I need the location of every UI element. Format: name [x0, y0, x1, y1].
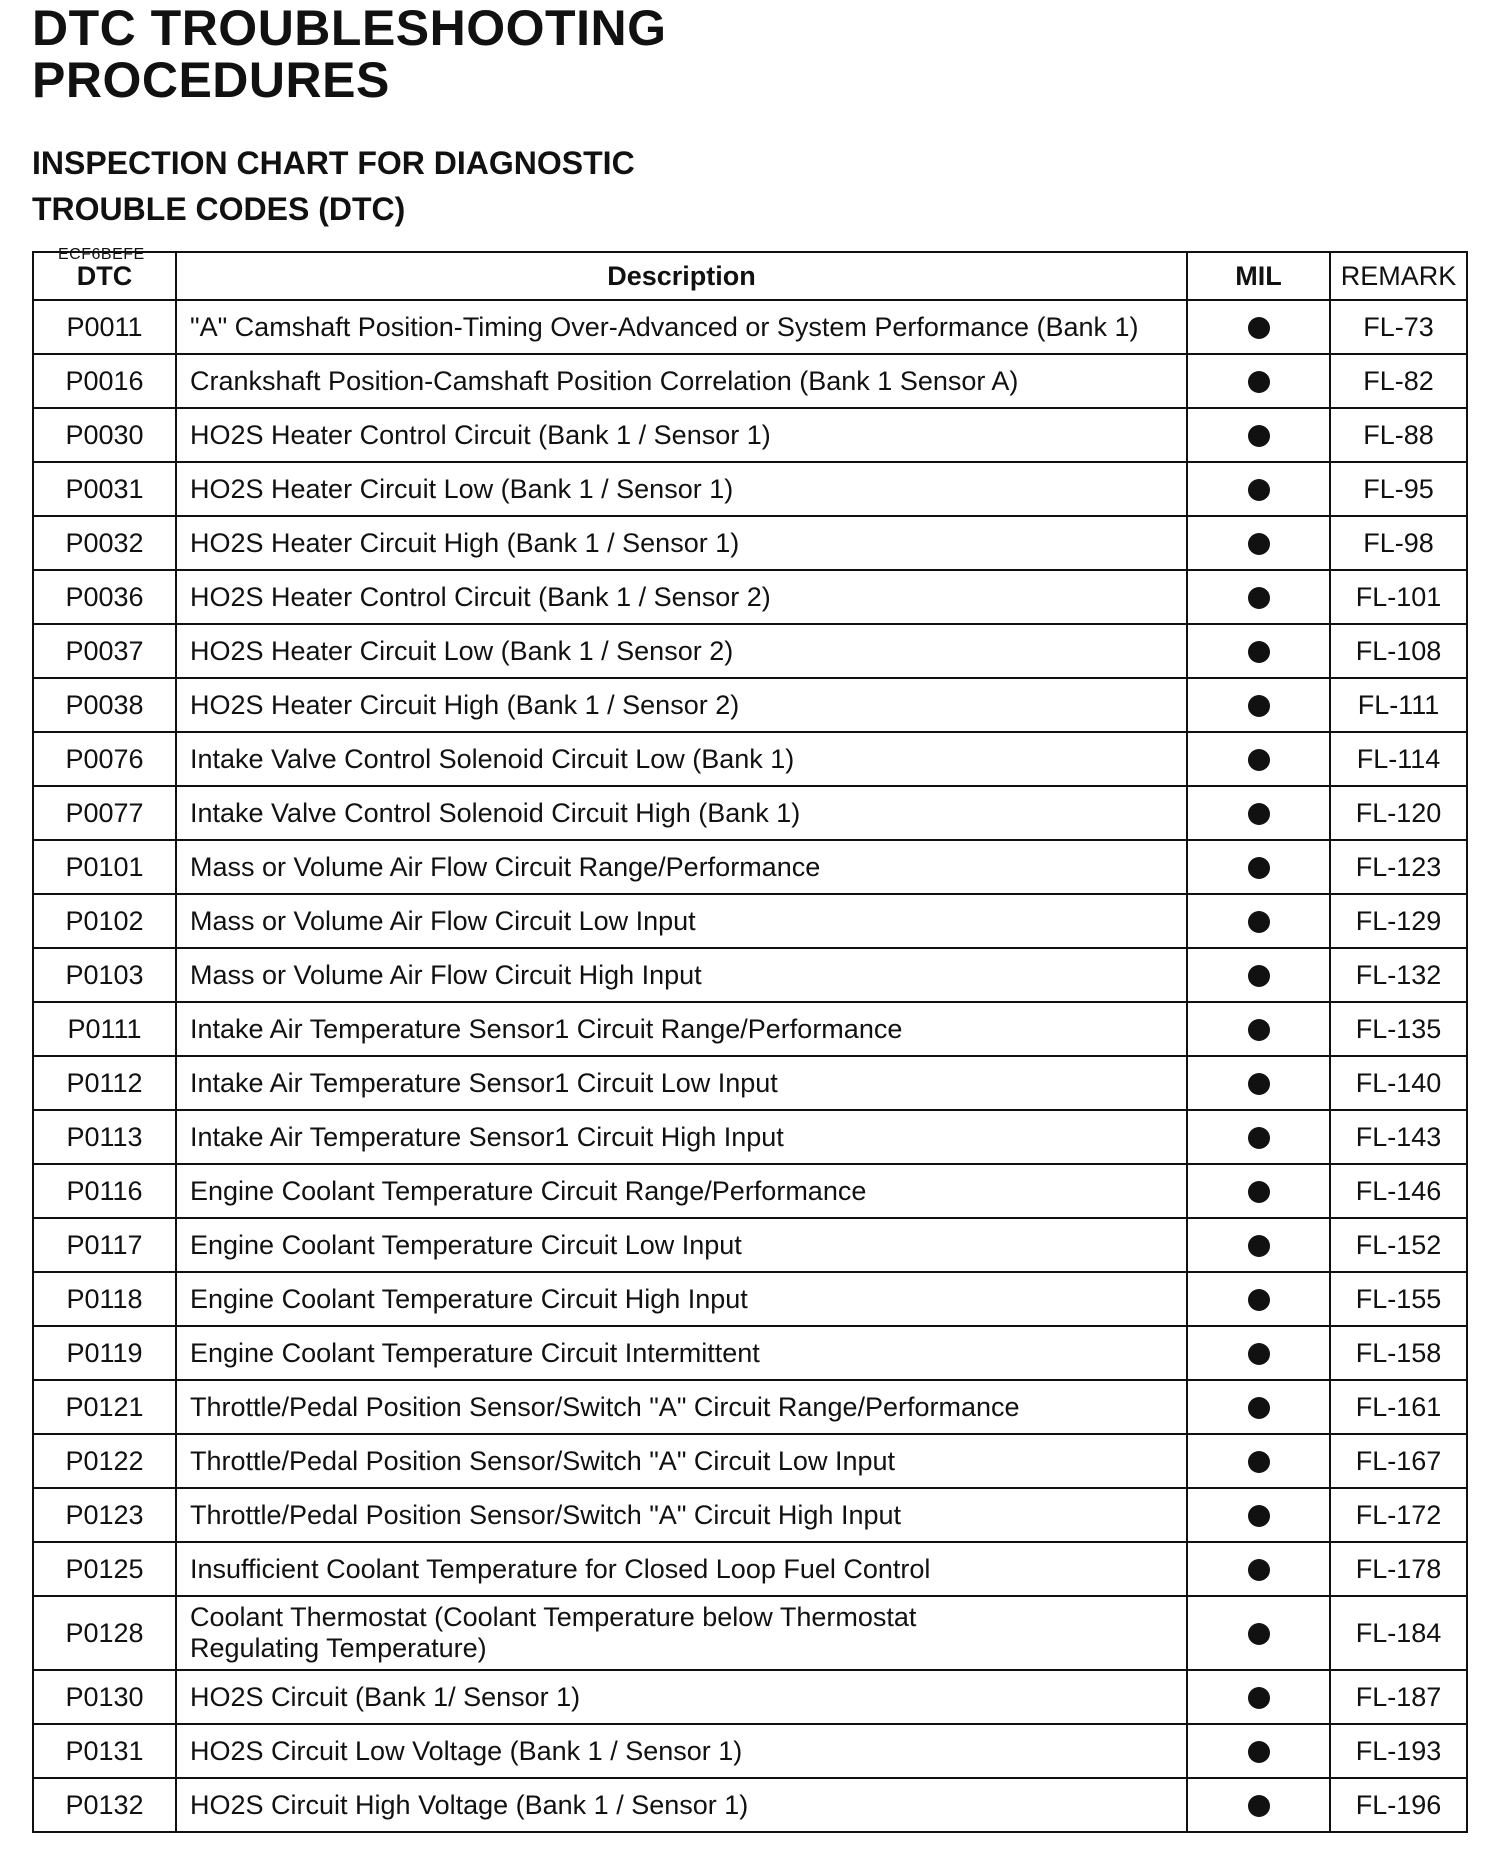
- dtc-description: Engine Coolant Temperature Circuit Range/Performance: [176, 1164, 1187, 1218]
- mil-dot-icon: [1248, 371, 1270, 393]
- mil-cell: [1187, 786, 1330, 840]
- mil-dot-icon: [1248, 479, 1270, 501]
- mil-dot-icon: [1248, 425, 1270, 447]
- mil-dot-icon: [1248, 1451, 1270, 1473]
- dtc-description: Mass or Volume Air Flow Circuit Range/Performance: [176, 840, 1187, 894]
- mil-dot-icon: [1248, 911, 1270, 933]
- page-title: [32, 2, 666, 106]
- remark-page-ref: FL-98: [1330, 516, 1467, 570]
- table-row: [33, 732, 1467, 786]
- dtc-code: P0132: [33, 1778, 176, 1832]
- dtc-code: P0103: [33, 948, 176, 1002]
- table-row: [33, 462, 1467, 516]
- table-row: [33, 516, 1467, 570]
- dtc-description: Intake Air Temperature Sensor1 Circuit Range/Performance: [176, 1002, 1187, 1056]
- dtc-description: Crankshaft Position-Camshaft Position Correlation (Bank 1 Sensor A): [176, 354, 1187, 408]
- column-header-dtc: DTC: [33, 252, 176, 300]
- dtc-description: HO2S Heater Control Circuit (Bank 1 / Sensor 1): [176, 408, 1187, 462]
- dtc-description: Intake Air Temperature Sensor1 Circuit High Input: [176, 1110, 1187, 1164]
- dtc-code: P0076: [33, 732, 176, 786]
- dtc-description: Throttle/Pedal Position Sensor/Switch "A" Circuit Range/Performance: [176, 1380, 1187, 1434]
- table-row: [33, 1724, 1467, 1778]
- dtc-description: Throttle/Pedal Position Sensor/Switch "A" Circuit Low Input: [176, 1434, 1187, 1488]
- mil-dot-icon: [1248, 1741, 1270, 1763]
- remark-page-ref: FL-140: [1330, 1056, 1467, 1110]
- table-row: [33, 1596, 1467, 1670]
- dtc-description: HO2S Heater Control Circuit (Bank 1 / Sensor 2): [176, 570, 1187, 624]
- mil-cell: [1187, 1670, 1330, 1724]
- remark-page-ref: FL-111: [1330, 678, 1467, 732]
- dtc-description: Mass or Volume Air Flow Circuit High Input: [176, 948, 1187, 1002]
- table-row: [33, 300, 1467, 354]
- dtc-description-line2: Regulating Temperature): [190, 1633, 487, 1663]
- remark-page-ref: FL-161: [1330, 1380, 1467, 1434]
- dtc-code: P0101: [33, 840, 176, 894]
- dtc-code: P0130: [33, 1670, 176, 1724]
- mil-cell: [1187, 1488, 1330, 1542]
- mil-cell: [1187, 570, 1330, 624]
- dtc-code: P0122: [33, 1434, 176, 1488]
- dtc-code: P0030: [33, 408, 176, 462]
- column-header-remark: REMARK: [1330, 252, 1467, 300]
- mil-dot-icon: [1248, 641, 1270, 663]
- mil-cell: [1187, 1164, 1330, 1218]
- dtc-description-line1: Coolant Thermostat (Coolant Temperature below Thermostat: [190, 1602, 917, 1632]
- dtc-code: P0011: [33, 300, 176, 354]
- mil-cell: [1187, 1326, 1330, 1380]
- dtc-code: P0031: [33, 462, 176, 516]
- remark-page-ref: FL-73: [1330, 300, 1467, 354]
- dtc-code: P0038: [33, 678, 176, 732]
- remark-page-ref: FL-135: [1330, 1002, 1467, 1056]
- dtc-code: P0112: [33, 1056, 176, 1110]
- mil-dot-icon: [1248, 965, 1270, 987]
- mil-dot-icon: [1248, 317, 1270, 339]
- dtc-code: P0131: [33, 1724, 176, 1778]
- table-row: [33, 1434, 1467, 1488]
- mil-cell: [1187, 1724, 1330, 1778]
- mil-cell: [1187, 462, 1330, 516]
- remark-page-ref: FL-132: [1330, 948, 1467, 1002]
- table-row: [33, 1670, 1467, 1724]
- remark-page-ref: FL-129: [1330, 894, 1467, 948]
- dtc-code: P0111: [33, 1002, 176, 1056]
- mil-cell: [1187, 1002, 1330, 1056]
- dtc-description: Engine Coolant Temperature Circuit High Input: [176, 1272, 1187, 1326]
- dtc-description: HO2S Heater Circuit High (Bank 1 / Sensor 2): [176, 678, 1187, 732]
- remark-page-ref: FL-152: [1330, 1218, 1467, 1272]
- dtc-code: P0119: [33, 1326, 176, 1380]
- mil-cell: [1187, 1778, 1330, 1832]
- page-title-line1: DTC TROUBLESHOOTING: [32, 0, 667, 56]
- table-row: [33, 1778, 1467, 1832]
- mil-cell: [1187, 1596, 1330, 1670]
- mil-cell: [1187, 840, 1330, 894]
- remark-page-ref: FL-108: [1330, 624, 1467, 678]
- table-row: [33, 1380, 1467, 1434]
- dtc-code: P0037: [33, 624, 176, 678]
- mil-dot-icon: [1248, 1127, 1270, 1149]
- table-row: [33, 678, 1467, 732]
- mil-dot-icon: [1248, 1687, 1270, 1709]
- mil-cell: [1187, 678, 1330, 732]
- table-row: [33, 1164, 1467, 1218]
- dtc-description: Intake Valve Control Solenoid Circuit Low (Bank 1): [176, 732, 1187, 786]
- remark-page-ref: FL-120: [1330, 786, 1467, 840]
- dtc-code: P0077: [33, 786, 176, 840]
- mil-cell: [1187, 1272, 1330, 1326]
- section-code: ECF6BEFE: [58, 246, 145, 263]
- dtc-code: P0113: [33, 1110, 176, 1164]
- dtc-description: "A" Camshaft Position-Timing Over-Advanced or System Performance (Bank 1): [176, 300, 1187, 354]
- mil-dot-icon: [1248, 1795, 1270, 1817]
- dtc-description: [176, 1596, 1187, 1670]
- dtc-description: Intake Air Temperature Sensor1 Circuit Low Input: [176, 1056, 1187, 1110]
- mil-cell: [1187, 948, 1330, 1002]
- remark-page-ref: FL-88: [1330, 408, 1467, 462]
- mil-dot-icon: [1248, 1289, 1270, 1311]
- dtc-description: Engine Coolant Temperature Circuit Intermittent: [176, 1326, 1187, 1380]
- remark-page-ref: FL-178: [1330, 1542, 1467, 1596]
- dtc-description: HO2S Circuit High Voltage (Bank 1 / Sensor 1): [176, 1778, 1187, 1832]
- mil-dot-icon: [1248, 533, 1270, 555]
- mil-dot-icon: [1248, 1505, 1270, 1527]
- mil-dot-icon: [1248, 749, 1270, 771]
- table-row: [33, 1542, 1467, 1596]
- column-header-mil: MIL: [1187, 252, 1330, 300]
- table-row: [33, 894, 1467, 948]
- mil-dot-icon: [1248, 1235, 1270, 1257]
- dtc-description: HO2S Circuit Low Voltage (Bank 1 / Sensor 1): [176, 1724, 1187, 1778]
- mil-cell: [1187, 1380, 1330, 1434]
- mil-cell: [1187, 1542, 1330, 1596]
- dtc-code: P0118: [33, 1272, 176, 1326]
- mil-dot-icon: [1248, 1019, 1270, 1041]
- mil-cell: [1187, 732, 1330, 786]
- remark-page-ref: FL-82: [1330, 354, 1467, 408]
- table-row: [33, 786, 1467, 840]
- page-title-line2: PROCEDURES: [32, 52, 390, 108]
- table-row: [33, 1002, 1467, 1056]
- mil-cell: [1187, 624, 1330, 678]
- dtc-description: HO2S Heater Circuit Low (Bank 1 / Sensor 2): [176, 624, 1187, 678]
- mil-dot-icon: [1248, 1343, 1270, 1365]
- mil-cell: [1187, 408, 1330, 462]
- dtc-description: HO2S Heater Circuit High (Bank 1 / Sensor 1): [176, 516, 1187, 570]
- dtc-description: Engine Coolant Temperature Circuit Low Input: [176, 1218, 1187, 1272]
- table-row: [33, 1218, 1467, 1272]
- mil-cell: [1187, 300, 1330, 354]
- table-row: [33, 1272, 1467, 1326]
- mil-cell: [1187, 354, 1330, 408]
- remark-page-ref: FL-158: [1330, 1326, 1467, 1380]
- remark-page-ref: FL-187: [1330, 1670, 1467, 1724]
- dtc-description: HO2S Circuit (Bank 1/ Sensor 1): [176, 1670, 1187, 1724]
- remark-page-ref: FL-123: [1330, 840, 1467, 894]
- dtc-code: P0125: [33, 1542, 176, 1596]
- table-row: [33, 948, 1467, 1002]
- mil-dot-icon: [1248, 1559, 1270, 1581]
- dtc-code: P0036: [33, 570, 176, 624]
- dtc-code: P0121: [33, 1380, 176, 1434]
- dtc-description: HO2S Heater Circuit Low (Bank 1 / Sensor 1): [176, 462, 1187, 516]
- dtc-code: P0117: [33, 1218, 176, 1272]
- column-header-description: Description: [176, 252, 1187, 300]
- remark-page-ref: FL-155: [1330, 1272, 1467, 1326]
- mil-cell: [1187, 1056, 1330, 1110]
- dtc-code: P0116: [33, 1164, 176, 1218]
- dtc-description: Throttle/Pedal Position Sensor/Switch "A" Circuit High Input: [176, 1488, 1187, 1542]
- dtc-code: P0123: [33, 1488, 176, 1542]
- dtc-description: Intake Valve Control Solenoid Circuit High (Bank 1): [176, 786, 1187, 840]
- table-row: [33, 570, 1467, 624]
- remark-page-ref: FL-196: [1330, 1778, 1467, 1832]
- remark-page-ref: FL-143: [1330, 1110, 1467, 1164]
- remark-page-ref: FL-146: [1330, 1164, 1467, 1218]
- table-row: [33, 1326, 1467, 1380]
- table-row: [33, 1110, 1467, 1164]
- mil-cell: [1187, 894, 1330, 948]
- mil-dot-icon: [1248, 1073, 1270, 1095]
- table-header-row: [33, 252, 1467, 300]
- section-title-line2: TROUBLE CODES (DTC): [32, 191, 406, 227]
- table-row: [33, 1488, 1467, 1542]
- table-row: [33, 354, 1467, 408]
- table-row: [33, 1056, 1467, 1110]
- mil-cell: [1187, 1218, 1330, 1272]
- mil-dot-icon: [1248, 1623, 1270, 1645]
- remark-page-ref: FL-101: [1330, 570, 1467, 624]
- mil-dot-icon: [1248, 695, 1270, 717]
- dtc-code: P0016: [33, 354, 176, 408]
- remark-page-ref: FL-167: [1330, 1434, 1467, 1488]
- dtc-code: P0128: [33, 1596, 176, 1670]
- mil-dot-icon: [1248, 857, 1270, 879]
- table-row: [33, 408, 1467, 462]
- dtc-description: Insufficient Coolant Temperature for Closed Loop Fuel Control: [176, 1542, 1187, 1596]
- mil-cell: [1187, 516, 1330, 570]
- table-row: [33, 624, 1467, 678]
- mil-cell: [1187, 1434, 1330, 1488]
- remark-page-ref: FL-193: [1330, 1724, 1467, 1778]
- remark-page-ref: FL-184: [1330, 1596, 1467, 1670]
- mil-dot-icon: [1248, 803, 1270, 825]
- mil-dot-icon: [1248, 587, 1270, 609]
- dtc-code: P0032: [33, 516, 176, 570]
- remark-page-ref: FL-95: [1330, 462, 1467, 516]
- mil-dot-icon: [1248, 1397, 1270, 1419]
- remark-page-ref: FL-114: [1330, 732, 1467, 786]
- table-row: [33, 840, 1467, 894]
- remark-page-ref: FL-172: [1330, 1488, 1467, 1542]
- section-title-line1: INSPECTION CHART FOR DIAGNOSTIC: [32, 145, 635, 181]
- dtc-code: P0102: [33, 894, 176, 948]
- mil-dot-icon: [1248, 1181, 1270, 1203]
- mil-cell: [1187, 1110, 1330, 1164]
- dtc-inspection-table: [32, 251, 1468, 1833]
- dtc-description: Mass or Volume Air Flow Circuit Low Input: [176, 894, 1187, 948]
